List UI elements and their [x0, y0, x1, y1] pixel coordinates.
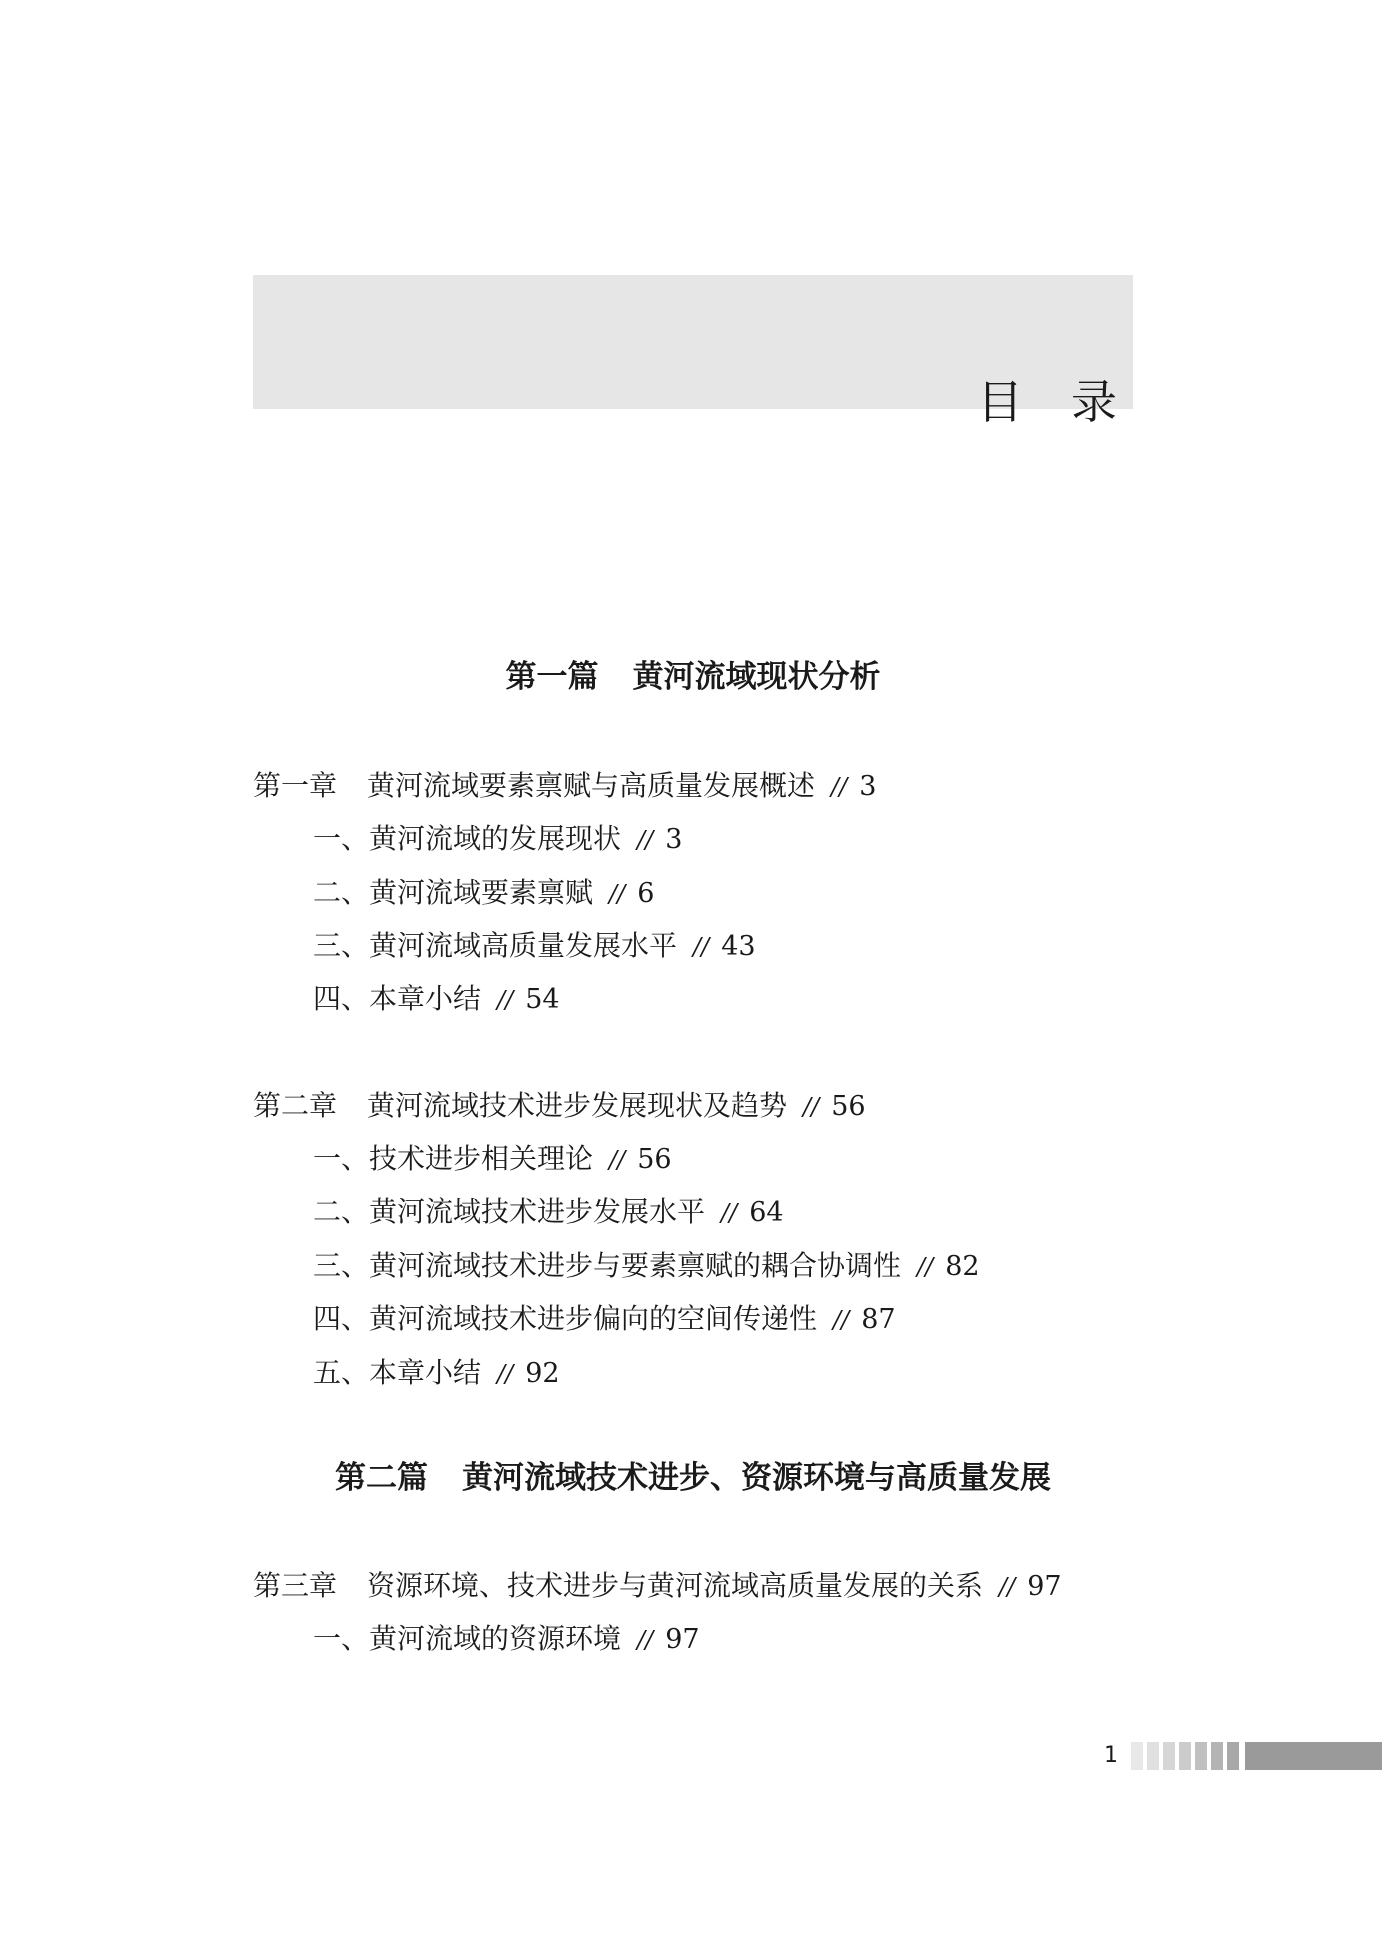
part-title	[253, 1456, 1133, 1500]
section-title: 一、黄河流域的资源环境	[313, 1622, 622, 1655]
section-page: 3	[665, 824, 683, 855]
toc-section[interactable]	[313, 1139, 672, 1180]
chapter-page: 3	[859, 771, 877, 802]
footer-long-bar	[1245, 1742, 1382, 1770]
page-title: 目录	[977, 375, 1165, 429]
page-separator: //	[497, 1360, 514, 1388]
page-separator: //	[803, 1093, 820, 1121]
toc-section[interactable]	[313, 926, 756, 967]
section-title: 三、黄河流域高质量发展水平	[313, 929, 678, 962]
section-page: 92	[525, 1358, 560, 1389]
part-title	[253, 655, 1133, 699]
footer-bar	[1131, 1742, 1143, 1770]
page-separator: //	[999, 1573, 1016, 1601]
toc-section[interactable]	[313, 1192, 784, 1233]
chapter-number: 第三章	[253, 1569, 338, 1602]
footer-bar	[1179, 1742, 1191, 1770]
chapter-number: 第二章	[253, 1089, 338, 1122]
page-separator: //	[609, 880, 626, 908]
page-separator: //	[609, 1146, 626, 1174]
section-title: 二、黄河流域技术进步发展水平	[313, 1195, 706, 1228]
page-number: 1	[1104, 1743, 1118, 1768]
footer-bar	[1195, 1742, 1207, 1770]
page-separator: //	[831, 773, 848, 801]
footer-bar	[1227, 1742, 1239, 1770]
page-separator: //	[917, 1253, 934, 1281]
toc-chapter[interactable]	[253, 1086, 866, 1127]
chapter-page: 56	[831, 1091, 866, 1122]
toc-section[interactable]	[313, 819, 682, 860]
section-title: 五、本章小结	[313, 1356, 482, 1389]
section-title: 二、黄河流域要素禀赋	[313, 876, 594, 909]
page-separator: //	[833, 1306, 850, 1334]
chapter-title: 黄河流域技术进步发展现状及趋势	[367, 1089, 788, 1122]
footer-bar	[1147, 1742, 1159, 1770]
section-page: 64	[749, 1197, 784, 1228]
chapter-title: 资源环境、技术进步与黄河流域高质量发展的关系	[367, 1569, 984, 1602]
chapter-number: 第一章	[253, 769, 338, 802]
chapter-title: 黄河流域要素禀赋与高质量发展概述	[367, 769, 816, 802]
chapter-page: 97	[1027, 1571, 1062, 1602]
section-page: 97	[665, 1624, 700, 1655]
toc-chapter[interactable]	[253, 1566, 1062, 1607]
page-separator: //	[693, 933, 710, 961]
page-separator: //	[497, 986, 514, 1014]
footer-bar	[1163, 1742, 1175, 1770]
section-title: 四、本章小结	[313, 982, 482, 1015]
section-page: 43	[721, 931, 756, 962]
toc-section[interactable]	[313, 1299, 896, 1340]
page-separator: //	[637, 826, 654, 854]
footer-decoration	[1131, 1742, 1382, 1770]
toc-chapter[interactable]	[253, 766, 876, 807]
section-page: 87	[861, 1304, 896, 1335]
footer-bar	[1211, 1742, 1223, 1770]
section-page: 6	[637, 878, 655, 909]
section-title: 三、黄河流域技术进步与要素禀赋的耦合协调性	[313, 1249, 902, 1282]
section-title: 四、黄河流域技术进步偏向的空间传递性	[313, 1302, 818, 1335]
part-number: 第二篇	[335, 1460, 428, 1496]
toc-section[interactable]	[313, 979, 560, 1020]
toc-section[interactable]	[313, 873, 654, 914]
part-name: 黄河流域现状分析	[632, 659, 881, 695]
page-separator: //	[637, 1626, 654, 1654]
part-number: 第一篇	[505, 659, 599, 695]
part-name: 黄河流域技术进步、资源环境与高质量发展	[462, 1460, 1051, 1496]
section-title: 一、黄河流域的发展现状	[313, 822, 622, 855]
page-separator: //	[721, 1199, 738, 1227]
section-title: 一、技术进步相关理论	[313, 1142, 594, 1175]
toc-section[interactable]	[313, 1246, 980, 1287]
toc-section[interactable]	[313, 1353, 560, 1394]
section-page: 56	[637, 1144, 672, 1175]
section-page: 54	[525, 984, 560, 1015]
section-page: 82	[945, 1251, 980, 1282]
toc-section[interactable]	[313, 1619, 700, 1660]
